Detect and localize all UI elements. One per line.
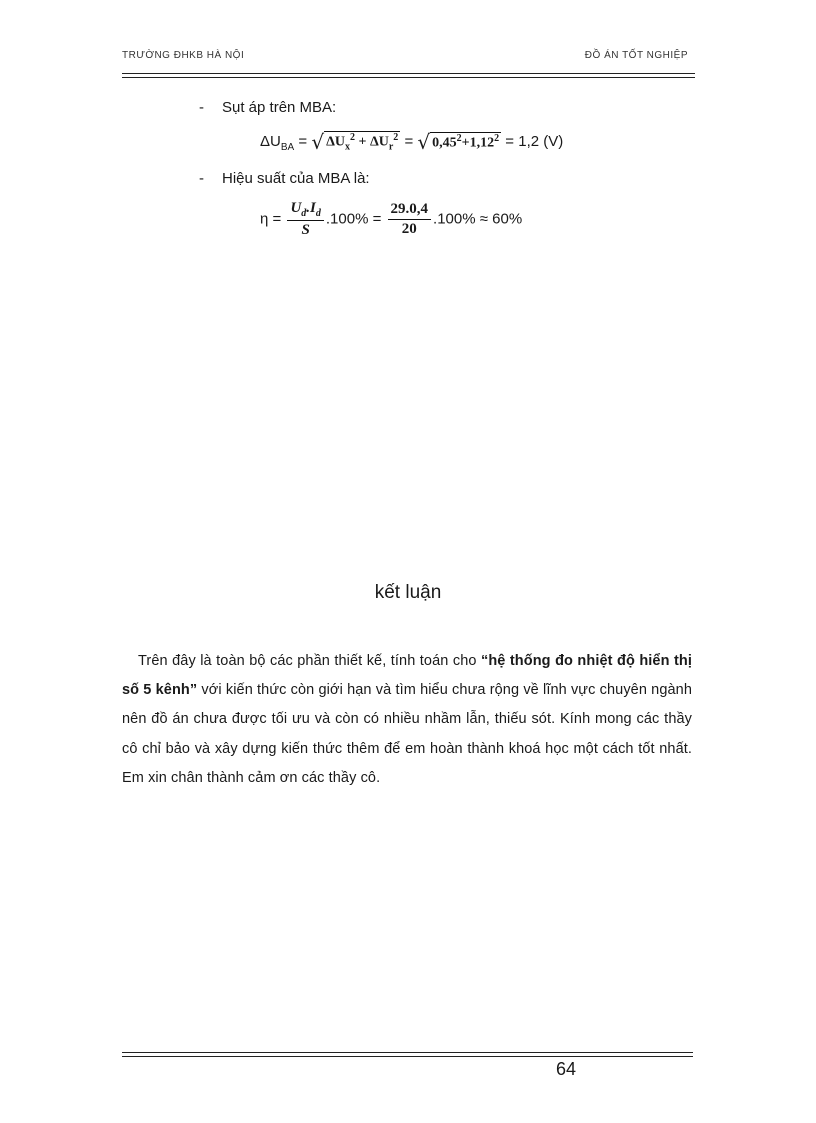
header-doc-type: ĐỒ ÁN TỐT NGHIỆP [584, 50, 688, 61]
footer-rule [122, 1052, 693, 1053]
fraction-values: $\frac{29.0,4}{20}$ [388, 201, 432, 238]
bullet-text: Sụt áp trên MBA: [222, 99, 337, 116]
fraction-formula: $\frac{U_d.I_d}{S}$ [287, 200, 323, 239]
bullet-dash: - [199, 170, 204, 187]
paragraph-text-cont: với kiến thức còn giới hạn và tìm hiểu chưa rộng về lĩnh vực chuyên ngành nên đồ án chưa được tối ưu và còn có nhiều nhầm lẫn, thiếu sót. Kính mong các thầy cô chỉ bảo và xây dựng kiến thức thêm để em hoàn thành khoá học một cách tốt nhất. Em xin chân thành cảm ơn các thầy cô. [122, 682, 692, 786]
equation-efficiency [260, 200, 522, 239]
conclusion-paragraph [122, 647, 692, 793]
sqrt-symbolic: √ $\Delta U_x^2 + \Delta U_r^2$ [311, 130, 399, 154]
page-number: 64 [556, 1059, 577, 1079]
sqrt-numeric: √ $0,45^2+1,12^2$ [417, 130, 500, 154]
page-header [122, 48, 694, 64]
eq-middle: .100% = [325, 210, 382, 228]
eq-lhs: $\Delta U_{BA}$ [260, 132, 295, 153]
header-rule-secondary [122, 77, 695, 78]
header-rule [122, 73, 695, 74]
eq-equals-2: = [404, 132, 414, 150]
eq-eta: η = [260, 210, 282, 228]
eq-equals: = [298, 132, 308, 150]
equation-voltage-drop [260, 130, 563, 154]
footer-rule-secondary [122, 1056, 693, 1057]
bullet-text: Hiệu suất của MBA là: [222, 170, 370, 187]
bullet-dash: - [199, 99, 204, 116]
eq-result: = 1,2 (V) [505, 132, 564, 150]
section-title: kết luận [374, 582, 442, 603]
paragraph-text: Trên đây là toàn bộ các phần thiết kế, tính toán cho [138, 653, 481, 669]
header-school: TRƯỜNG ĐHKB HÀ NỘI [122, 50, 245, 61]
paragraph-bold-topic: “hệ thống đo nhiệt độ hiển thị số 5 kênh” [122, 653, 692, 699]
eq-result: .100% ≈ 60% [433, 210, 523, 228]
